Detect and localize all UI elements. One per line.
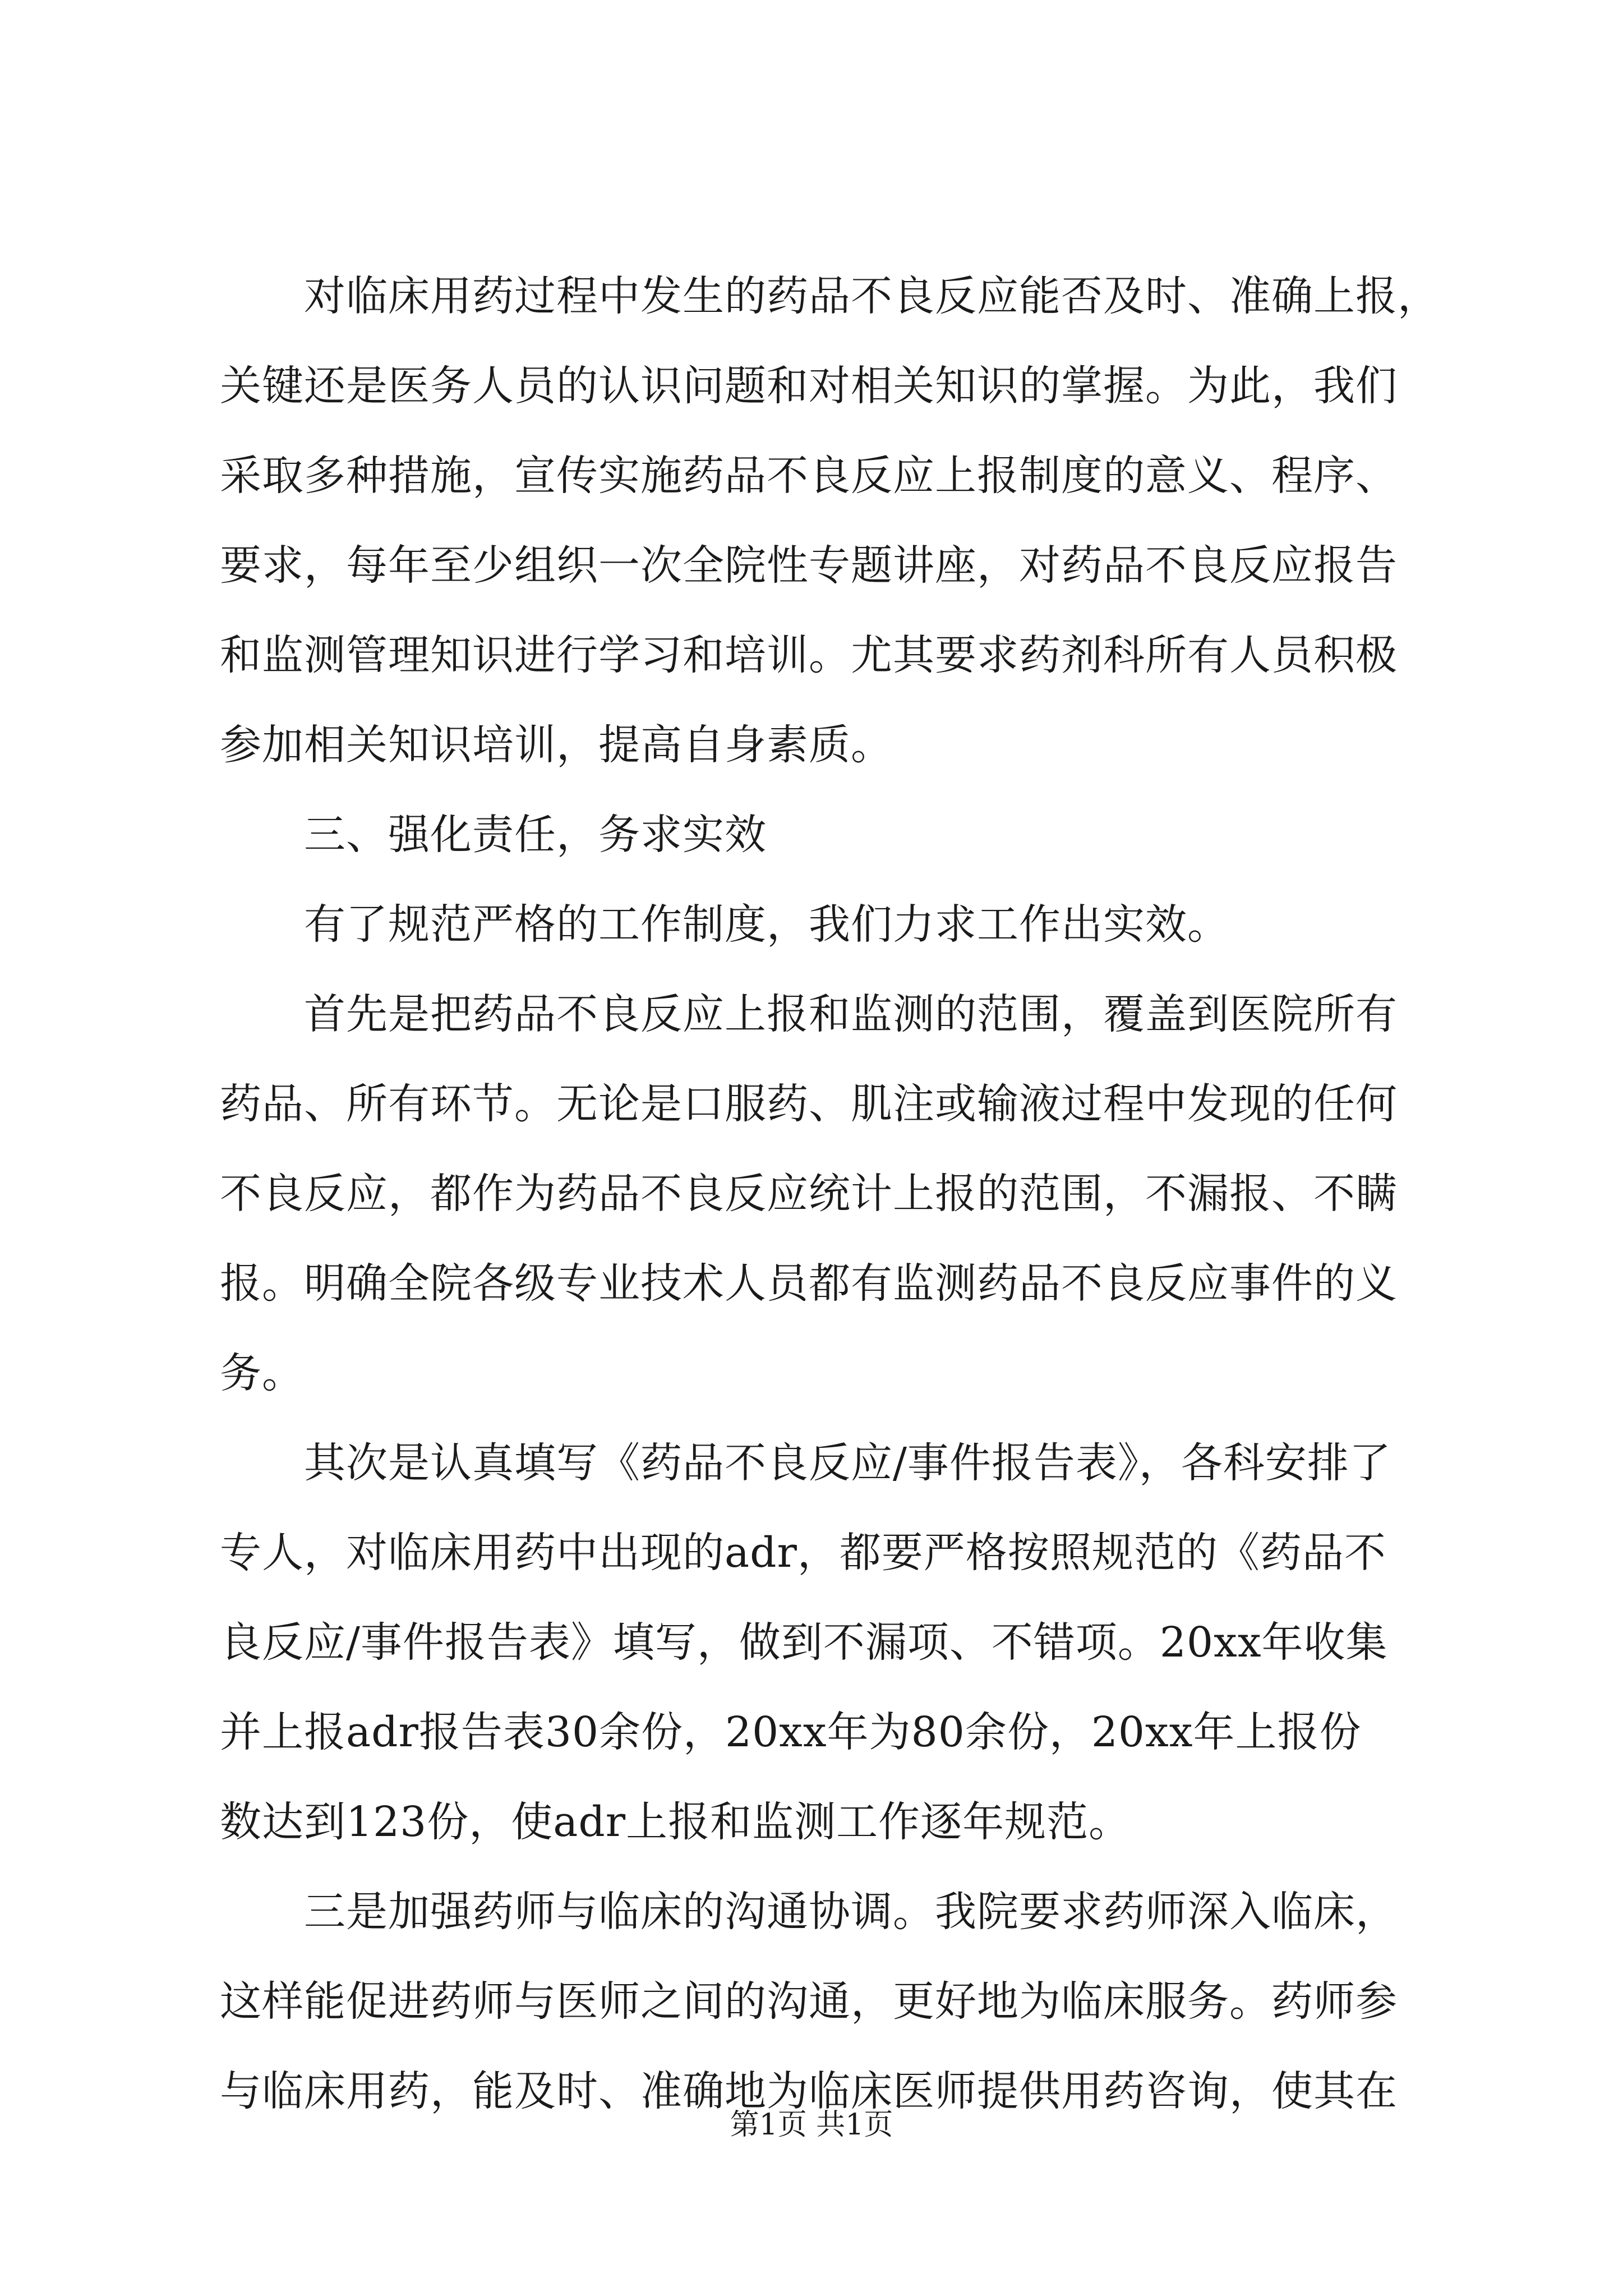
text-line: 要求，每年至少组织一次全院性专题讲座，对药品不良反应报告	[220, 541, 1398, 590]
text-line: 并上报adr报告表30余份，20xx年为80余份，20xx年上报份	[220, 1708, 1362, 1756]
body-text	[220, 251, 1454, 2136]
text-line: 有了规范严格的工作制度，我们力求工作出实效。	[220, 900, 1229, 949]
text-line: 专人，对临床用药中出现的adr，都要严格按照规范的《药品不	[220, 1529, 1386, 1577]
text-line: 采取多种措施，宣传实施药品不良反应上报制度的意义、程序、	[220, 452, 1398, 500]
text-line: 与临床用药，能及时、准确地为临床医师提供用药咨询，使其在	[220, 2067, 1398, 2115]
text-line: 不良反应，都作为药品不良反应统计上报的范围，不漏报、不瞒	[220, 1170, 1398, 1218]
text-line: 药品、所有环节。无论是口服药、肌注或输液过程中发现的任何	[220, 1080, 1398, 1128]
section-heading: 三、强化责任，务求实效	[220, 811, 767, 859]
page-footer: 第1页 共1页	[730, 2108, 893, 2142]
text-line: 这样能促进药师与医师之间的沟通，更好地为临床服务。药师参	[220, 1977, 1398, 2026]
text-line: 三是加强药师与临床的沟通协调。我院要求药师深入临床，	[220, 1888, 1398, 1936]
text-line: 报。明确全院各级专业技术人员都有监测药品不良反应事件的义	[220, 1259, 1398, 1308]
text-line: 和监测管理知识进行学习和培训。尤其要求药剂科所有人员积极	[220, 631, 1398, 679]
text-line: 参加相关知识培训，提高自身素质。	[220, 721, 893, 769]
text-line: 数达到123份，使adr上报和监测工作逐年规范。	[220, 1798, 1131, 1846]
text-line: 首先是把药品不良反应上报和监测的范围，覆盖到医院所有	[220, 990, 1398, 1038]
text-line: 良反应/事件报告表》填写，做到不漏项、不错项。20xx年收集	[220, 1618, 1388, 1667]
text-line: 其次是认真填写《药品不良反应/事件报告表》，各科安排了	[220, 1439, 1391, 1487]
text-line: 对临床用药过程中发生的药品不良反应能否及时、准确上报，	[220, 272, 1440, 320]
text-line: 务。	[220, 1349, 304, 1397]
text-line: 关键还是医务人员的认识问题和对相关知识的掌握。为此，我们	[220, 362, 1398, 410]
